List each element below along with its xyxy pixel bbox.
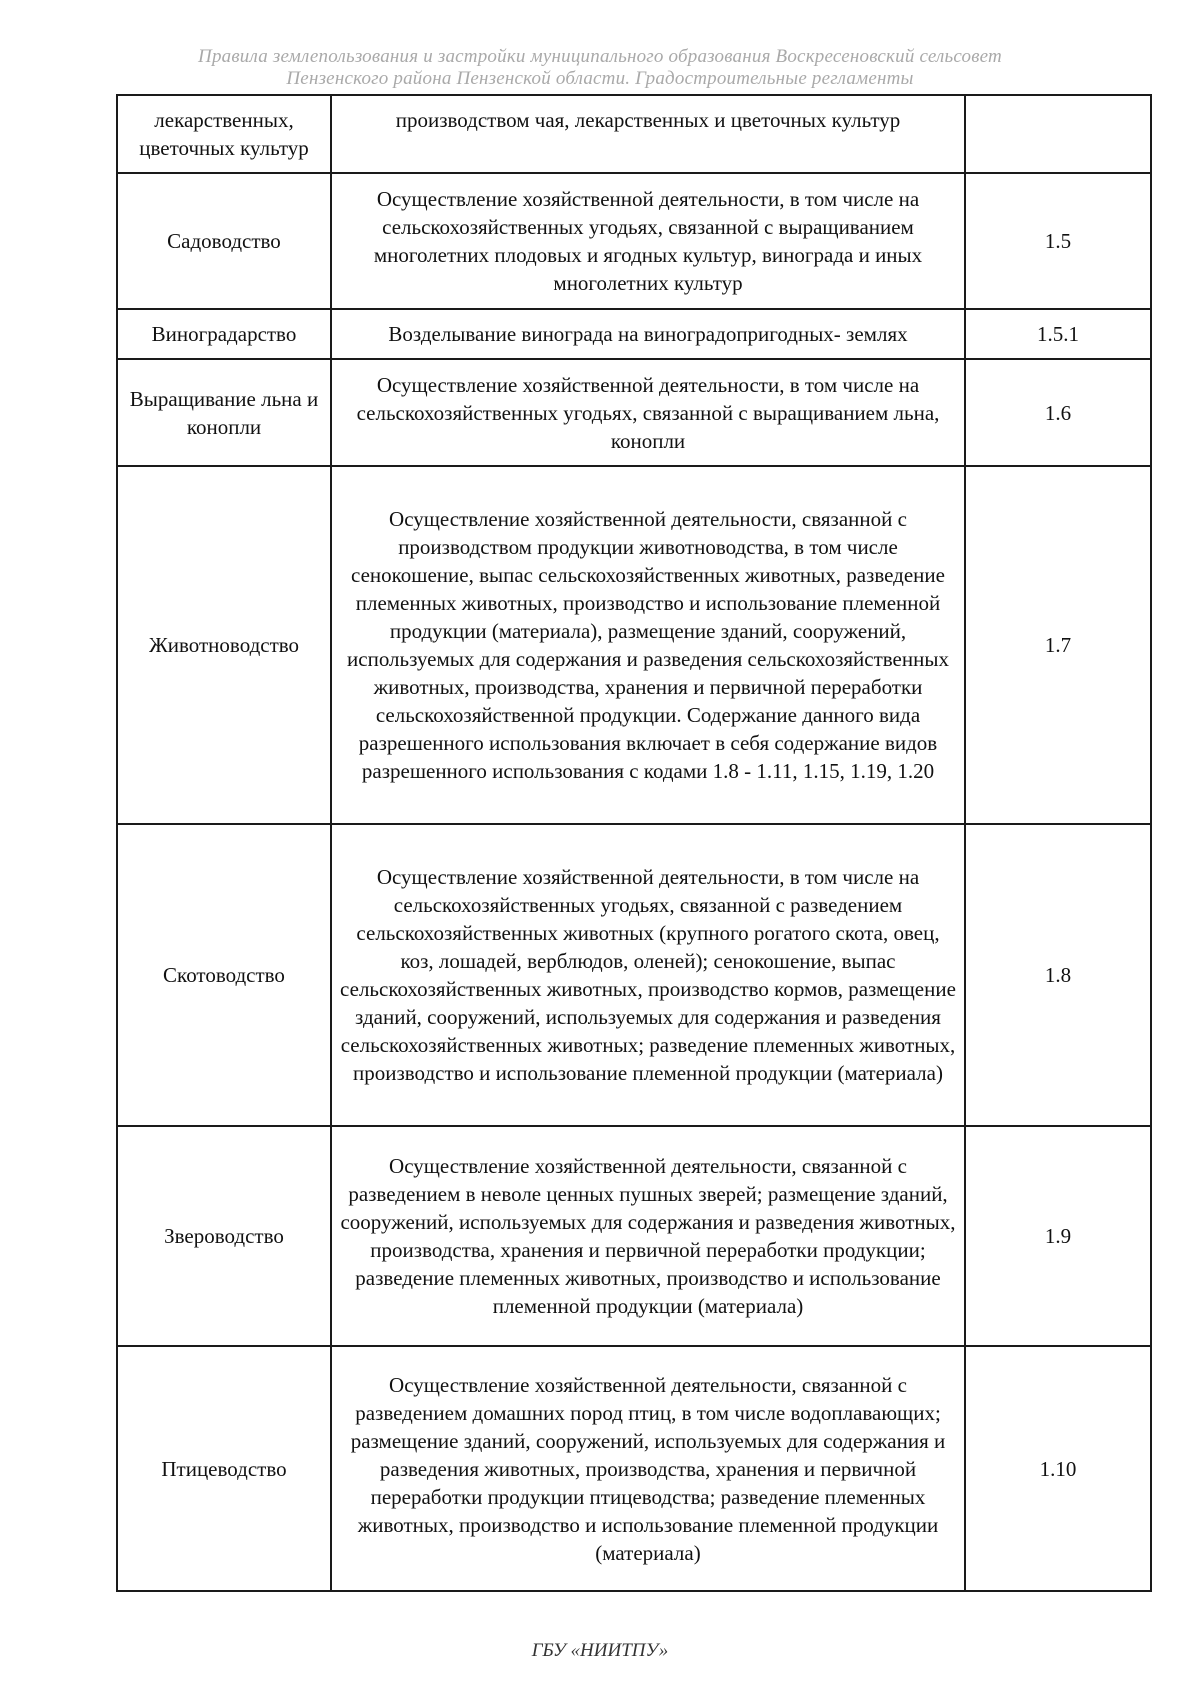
land-use-name: Садоводство: [117, 173, 331, 309]
land-use-description: Осуществление хозяйственной деятельности, в том числе на сельскохозяйственных угодьях, связанной с разведением сельскохозяйственных животных (крупного рогатого скота, овец, коз, лошадей, верблюдов, оленей); сенокошение, выпас сельскохозяйственных животных, производство кормов, размещение зданий, сооружений, используемых для содержания и разведения сельскохозяйственных животных; разведение племенных животных, производство и использование племенной продукции (материала): [331, 824, 965, 1126]
land-use-table: [116, 94, 1152, 1592]
land-use-code: 1.9: [965, 1126, 1151, 1346]
land-use-code: 1.10: [965, 1346, 1151, 1591]
header-line-1: Правила землепользования и застройки муниципального образования Воскресеновский сельсовет: [198, 46, 1002, 67]
land-use-code: 1.8: [965, 824, 1151, 1126]
land-use-description: Осуществление хозяйственной деятельности, в том числе на сельскохозяйственных угодьях, связанной с выращиванием льна, конопли: [331, 359, 965, 466]
table-row: [117, 1346, 1151, 1591]
table-row: [117, 466, 1151, 824]
land-use-code: 1.6: [965, 359, 1151, 466]
land-use-name: Виноградарство: [117, 309, 331, 359]
land-use-name: лекарственных, цветочных культур: [117, 95, 331, 173]
table-row: [117, 824, 1151, 1126]
land-use-name: Звероводство: [117, 1126, 331, 1346]
land-use-description: Осуществление хозяйственной деятельности, связанной с разведением домашних пород птиц, в том числе водоплавающих; размещение зданий, сооружений, используемых для содержания и разведения животных, производства, хранения и первичной переработки продукции птицеводства; разведение племенных животных, производство и использование племенной продукции (материала): [331, 1346, 965, 1591]
table-row: [117, 173, 1151, 309]
page-header: [0, 46, 1200, 90]
table-row: [117, 359, 1151, 466]
land-use-description: Осуществление хозяйственной деятельности, связанной с разведением в неволе ценных пушных зверей; размещение зданий, сооружений, используемых для содержания и разведения животных, производства, хранения и первичной переработки продукции; разведение племенных животных, производство и использование племенной продукции (материала): [331, 1126, 965, 1346]
land-use-name: Скотоводство: [117, 824, 331, 1126]
land-use-code: [965, 95, 1151, 173]
table-row: [117, 95, 1151, 173]
land-use-description: производством чая, лекарственных и цветочных культур: [331, 95, 965, 173]
header-line-2: Пензенского района Пензенской области. Градостроительные регламенты: [286, 68, 914, 89]
table-row: [117, 1126, 1151, 1346]
land-use-name: Птицеводство: [117, 1346, 331, 1591]
land-use-code: 1.5.1: [965, 309, 1151, 359]
land-use-name: Животноводство: [117, 466, 331, 824]
page-footer: ГБУ «НИИТПУ»: [531, 1640, 669, 1661]
land-use-code: 1.5: [965, 173, 1151, 309]
table-row: [117, 309, 1151, 359]
land-use-description: Осуществление хозяйственной деятельности, связанной с производством продукции животноводства, в том числе сенокошение, выпас сельскохозяйственных животных, разведение племенных животных, производство и использование племенной продукции (материала), размещение зданий, сооружений, используемых для содержания и разведения сельскохозяйственных животных, производства, хранения и первичной переработки сельскохозяйственной продукции. Содержание данного вида разрешенного использования включает в себя содержание видов разрешенного использования с кодами 1.8 - 1.11, 1.15, 1.19, 1.20: [331, 466, 965, 824]
land-use-description: Осуществление хозяйственной деятельности, в том числе на сельскохозяйственных угодьях, связанной с выращиванием многолетних плодовых и ягодных культур, винограда и иных многолетних культур: [331, 173, 965, 309]
land-use-code: 1.7: [965, 466, 1151, 824]
land-use-description: Возделывание винограда на виноградопригодных- землях: [331, 309, 965, 359]
land-use-name: Выращивание льна и конопли: [117, 359, 331, 466]
